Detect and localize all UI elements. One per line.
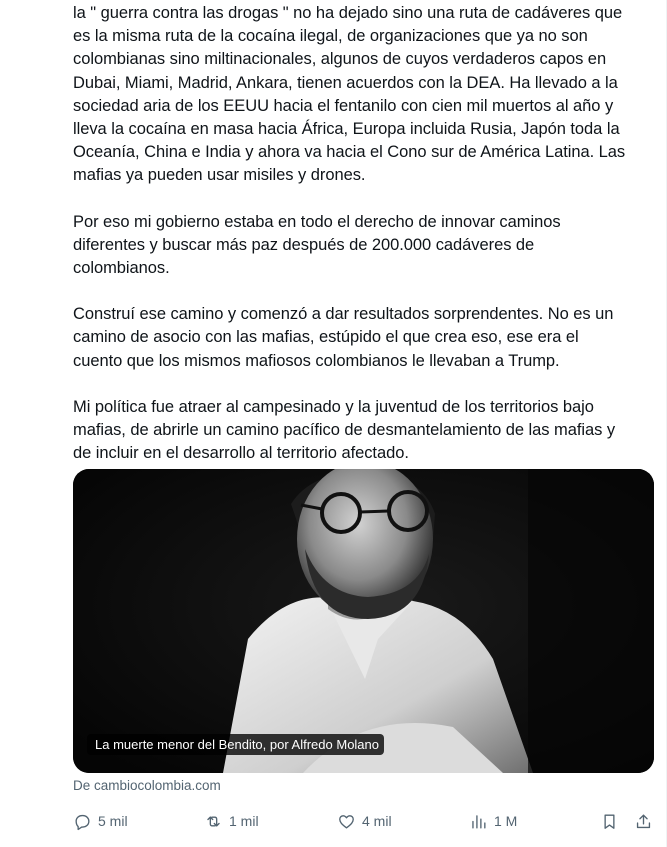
post-action-bar — [73, 808, 658, 836]
views-count: 1 M — [494, 813, 518, 829]
post-paragraph-2: Por eso mi gobierno estaba en todo el derecho de innovar caminos diferentes y buscar más paz después de 200.000 cadáveres de colombianos. — [73, 212, 561, 278]
link-preview-card[interactable] — [73, 469, 654, 773]
reply-count: 5 mil — [98, 813, 128, 829]
views-button[interactable] — [469, 812, 517, 831]
reply-button[interactable] — [73, 812, 128, 831]
like-button[interactable] — [337, 812, 392, 831]
share-icon — [634, 812, 653, 831]
repost-button[interactable] — [204, 812, 259, 831]
repost-count: 1 mil — [229, 813, 259, 829]
post-paragraph-3: Construí ese camino y comenzó a dar resultados sorprendentes. No es un camino de asocio con las mafias, estúpido el que crea eso, ese era el cuento que los mismos mafiosos colombianos le llevaban a Trump. — [73, 305, 614, 370]
bookmark-button[interactable] — [600, 812, 619, 831]
reply-icon — [73, 812, 92, 831]
bookmark-icon — [600, 812, 619, 831]
link-card-source[interactable]: De cambiocolombia.com — [73, 778, 221, 793]
post-paragraph-4: Mi política fue atraer al campesinado y la juventud de los territorios bajo mafias, de abrirle un camino pacífico de desmantelamiento de las mafias y de incluir en el desarrollo al territorio afectado. — [73, 397, 616, 463]
post-paragraph-1: la " guerra contra las drogas " no ha dejado sino una ruta de cadáveres que es la misma ruta de la cocaína ilegal, de organizaciones que ya no son colombianas sino miltinacionales, algunos de cuyos verdaderos capos en Dubai, Miami, Madrid, Ankara, tienen acuerdos con la DEA. Ha llevado a la sociedad aria de los EEUU hacia el fentanilo con cien mil muertos al año y lleva la cocaína en masa hacia África, Europa incluida Rusia, Japón toda la Oceanía, China e India y ahora va hacia el Cono sur de América Latina. Las mafias ya pueden usar misiles y drones. — [73, 4, 626, 185]
like-count: 4 mil — [362, 813, 392, 829]
post-text — [73, 2, 663, 488]
article-photo — [73, 469, 654, 773]
views-icon — [469, 812, 488, 831]
share-button[interactable] — [634, 812, 653, 831]
link-card-caption: La muerte menor del Bendito, por Alfredo Molano — [87, 734, 384, 755]
repost-icon — [204, 812, 223, 831]
heart-icon — [337, 812, 356, 831]
